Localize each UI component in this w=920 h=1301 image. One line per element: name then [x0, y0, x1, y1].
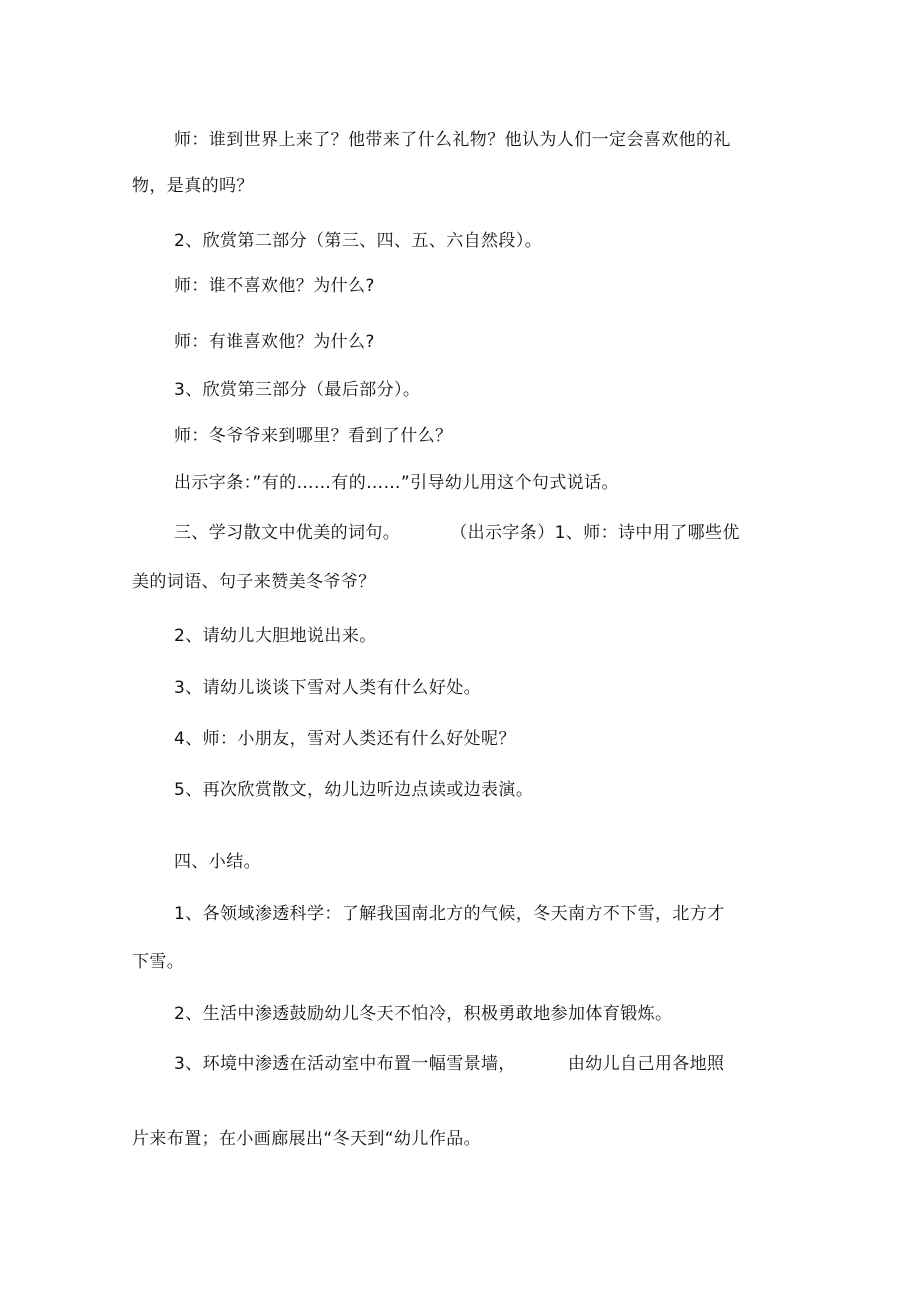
paragraph-line: 师：谁到世界上来了？他带来了什么礼物？他认为人们一定会喜欢他的礼: [174, 130, 731, 150]
paragraph-line: 下雪。: [132, 952, 185, 972]
paragraph-line: 美的词语、句子来赞美冬爷爷？: [132, 572, 376, 592]
section-item: 1、各领域渗透科学：了解我国南北方的气候，冬天南方不下雪，北方才: [174, 904, 725, 924]
section-heading-text: 三、学习散文中优美的词句。: [174, 523, 401, 543]
section-item: 4、师：小朋友，雪对人类还有什么好处呢？: [174, 729, 516, 749]
section-item: 3、请幼儿谈谈下雪对人类有什么好处。: [174, 678, 482, 698]
section-item: 3、欣赏第三部分（最后部分）。: [174, 380, 421, 400]
section-heading: 四、小结。: [174, 852, 261, 872]
section-item: 2、欣赏第二部分（第三、四、五、六自然段）。: [174, 231, 543, 251]
paragraph-text: 由幼儿自己用各地照: [567, 1054, 725, 1074]
paragraph-text: 3、环境中渗透在活动室中布置一幅雪景墙，: [174, 1054, 516, 1074]
paragraph-line: 师：冬爷爷来到哪里？看到了什么？: [174, 426, 453, 446]
section-item: 5、再次欣赏散文，幼儿边听边点读或边表演。: [174, 780, 534, 800]
paragraph-text: （出示字条）1、师：诗中用了哪些优: [450, 523, 740, 543]
paragraph-line: 片来布置；在小画廊展出“冬天到“幼儿作品。: [132, 1129, 482, 1149]
paragraph-line: 师：有谁喜欢他？为什么?: [174, 332, 375, 352]
paragraph-line: 师：谁不喜欢他？为什么?: [174, 276, 375, 296]
paragraph-line: 出示字条：”有的……有的……”引导幼儿用这个句式说话。: [174, 473, 619, 493]
section-item: 2、请幼儿大胆地说出来。: [174, 626, 377, 646]
section-item: [174, 1052, 724, 1076]
section-item: 2、生活中渗透鼓励幼儿冬天不怕冷，积极勇敢地参加体育锻炼。: [174, 1004, 673, 1024]
paragraph-line: 物，是真的吗？: [132, 176, 254, 196]
section-heading: [174, 521, 740, 545]
